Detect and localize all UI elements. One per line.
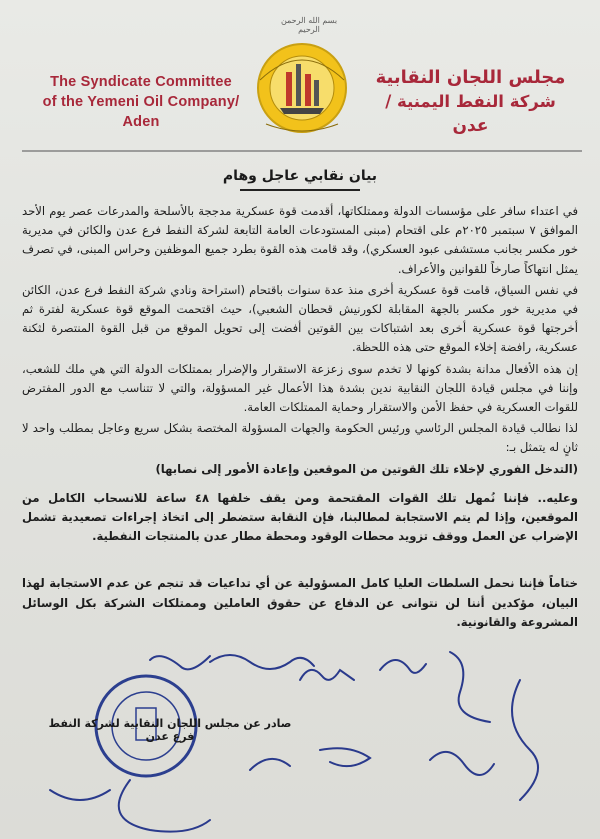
header-divider: [22, 150, 582, 152]
paragraph-ultimatum: وعليه.. فإننا نُمهل تلك القوات المقتحمة ومن يقف خلفها ٤٨ ساعة للانسحاب الكامل من الموقعين، وإذا لم يتم الاستجابة لمطالبنا، فإن النقابة ستضطر إلى اتخاذ إجراءات تصعيدية تشمل الإضراب عن العمل ووقف تزويد محطات الوقود ومحطة مطار عدن بالمنتجات النفطية.: [22, 490, 578, 544]
paragraph-2: في نفس السياق، قامت قوة عسكرية أخرى منذ عدة سنوات باقتحام (استراحة ونادي شركة النفط فرع عدن، الكائن في مديرية خور مكسر بالجهة المقابلة لكورنيش قحطان الشعبي)، حيث اقتحمت الموقع قوة عسكرية لفترة ثم أخرجتها قوة عسكرية أخرى بعد اشتباكات بين القوتين أفضت إلى تحويل الموقع من قبل القوة المنتصرة لثكنة عسكرية، رافضة إخلاء الموقع حتى هذه اللحظة.: [22, 282, 578, 355]
title-underline: [240, 189, 360, 191]
signature-scribble-2: [300, 670, 354, 680]
signature-scribble-8: [250, 759, 290, 770]
paragraph-demand: (التدخل الفوري لإخلاء تلك القوتين من الموقعين وإعادة الأمور إلى نصابها): [155, 461, 578, 476]
syndicate-logo: [246, 34, 358, 138]
signature-scribble-5: [512, 680, 538, 800]
header-arabic-line1: مجلس اللجان النقابية: [375, 67, 566, 88]
header-english-line1: The Syndicate Committee: [50, 74, 232, 90]
signature-scribble-7: [320, 748, 370, 766]
signature-scribble-3: [380, 660, 426, 673]
header-english: [36, 72, 246, 132]
header-english-line2: of the Yemeni Oil Company/ Aden: [42, 94, 240, 130]
statement-body: [22, 202, 578, 634]
paragraph-closing: ختاماً فإننا نحمل السلطات العليا كامل المسؤولية عن أي تداعيات قد تنجم عن عدم الاستجابة لهذا البيان، مؤكدين أننا لن نتوانى عن الدفاع عن حقوق العاملين وممتلكات الشركة بكل الوسائل المشروعة والقانونية.: [22, 576, 578, 629]
signature-scribble-9: [119, 780, 210, 832]
signature-scribble-10: [50, 790, 110, 800]
signature-scribble-1: [210, 655, 314, 669]
basmala: بسم الله الرحمن الرحيم: [280, 16, 338, 34]
header-arabic: [368, 66, 573, 138]
paragraph-1: في اعتداء سافر على مؤسسات الدولة وممتلكاتها، أقدمت قوة عسكرية مدججة بالأسلحة والمدرعات عصر يوم الأحد الموافق ٧ سبتمبر ٢٠٢٥م على اقتحام (مبنى المستودعات العامة التابعة لشركة النفط فرع عدن والكائن في مديرية خور مكسر بجانب مستشفى عبود العسكري)، وقد قامت هذه القوة بطرد جميع الموظفين وحراس المبنى، في تصرف يمثل انتهاكاً صارخاً للقوانين والأعراف.: [22, 204, 578, 276]
header-arabic-line3: عدن: [452, 116, 489, 136]
issued-by-line: صادر عن مجلس اللجان النقابية لشركة النفط فرع عدن: [48, 717, 292, 743]
document-title: بيان نقابي عاجل وهام: [222, 168, 378, 184]
header-arabic-line2: شركة النفط اليمنية /: [385, 92, 556, 111]
paragraph-3: إن هذه الأفعال مدانة بشدة كونها لا تخدم سوى زعزعة الاستقرار والإضرار بممتلكات الدولة التي هي ملك للشعب، وإننا في مجلس قيادة اللجان النقابية ندين بشدة هذا الأعمال غير المسؤولة، والتي لا تتناسب مع الدور المفترض للقوات العسكرية في حفظ الأمن والاستقرار وحماية الممتلكات العامة.: [22, 361, 578, 415]
signature-scribble-11: [150, 656, 210, 669]
signature-scribble-4: [450, 652, 490, 722]
signature-scribble-6: [430, 752, 494, 775]
paragraph-4: لذا نطالب قيادة المجلس الرئاسي ورئيس الحكومة والجهات المسؤولة المختصة بشكل سريع وعاجل بمطلب واحد لا ثانٍ له يتمثل بـ:: [22, 421, 578, 455]
